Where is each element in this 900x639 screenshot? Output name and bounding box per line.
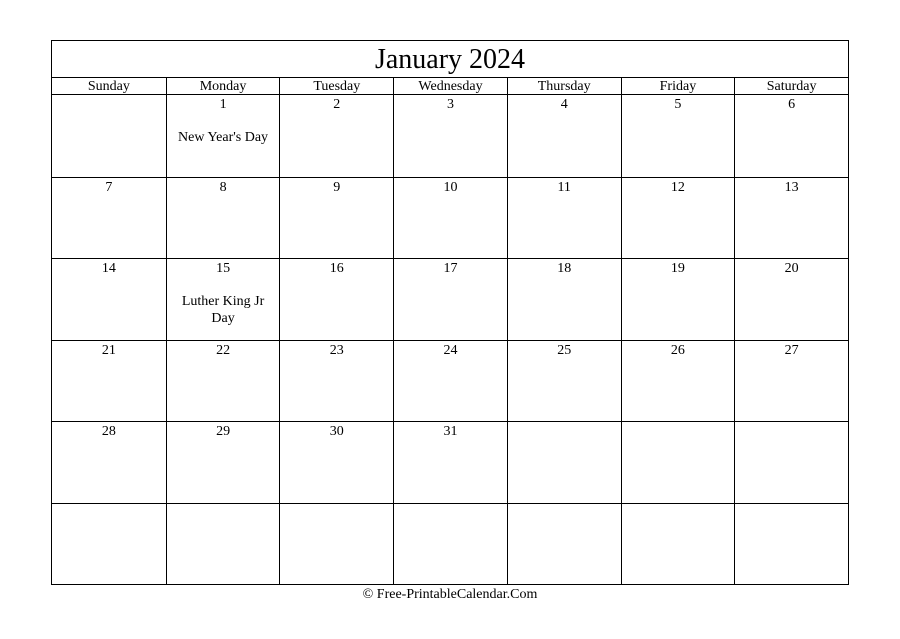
day-grid (52, 95, 848, 584)
day-number (167, 505, 280, 522)
day-number: 13 (784, 179, 799, 195)
day-cell (52, 258, 166, 340)
day-number: 26 (670, 342, 685, 358)
day-number: 29 (216, 424, 231, 439)
day-number: 20 (784, 261, 799, 276)
day-cell (393, 258, 507, 340)
day-number: 11 (557, 179, 571, 195)
day-cell (166, 421, 280, 503)
copyright-footer: © Free-PrintableCalendar.Com (362, 587, 538, 602)
day-cell (52, 95, 166, 177)
day-cell (621, 95, 735, 177)
day-cell (393, 503, 507, 585)
day-number: 8 (219, 179, 227, 195)
day-cell (621, 177, 735, 259)
day-cell (507, 95, 621, 177)
day-number: 2 (333, 97, 341, 112)
day-cell (166, 258, 280, 340)
holiday-label: New Year's Day (178, 130, 269, 145)
day-number: 9 (333, 179, 341, 195)
day-number: 19 (670, 261, 685, 276)
day-cell (166, 340, 280, 422)
day-cell (621, 340, 735, 422)
day-cell (507, 503, 621, 585)
day-number (508, 505, 621, 522)
weekday-header: Tuesday (279, 78, 393, 95)
day-number: 27 (784, 342, 799, 358)
day-number: 7 (105, 179, 113, 195)
day-cell (166, 177, 280, 259)
calendar-title: January 2024 (52, 41, 848, 78)
day-cell (734, 421, 848, 503)
weekday-header: Monday (166, 78, 280, 95)
day-number (508, 423, 621, 440)
day-cell (166, 503, 280, 585)
day-cell (52, 503, 166, 585)
day-cell (507, 258, 621, 340)
day-number (622, 423, 735, 440)
day-number: 22 (216, 342, 231, 358)
day-number (52, 96, 166, 113)
day-number: 24 (443, 342, 458, 358)
day-number: 14 (101, 261, 116, 276)
day-cell (393, 340, 507, 422)
day-cell (621, 503, 735, 585)
day-number: 5 (674, 97, 682, 112)
day-cell (393, 421, 507, 503)
day-cell (52, 340, 166, 422)
day-cell (393, 177, 507, 259)
day-cell (507, 421, 621, 503)
day-cell (279, 177, 393, 259)
day-number (280, 505, 393, 522)
day-cell (279, 258, 393, 340)
day-number: 3 (446, 97, 454, 112)
weekday-header: Saturday (734, 78, 848, 95)
calendar (51, 40, 849, 585)
day-number (735, 505, 848, 522)
day-number: 15 (216, 261, 231, 276)
day-number (735, 423, 848, 440)
day-cell (507, 340, 621, 422)
day-number: 28 (101, 424, 116, 439)
day-number: 31 (443, 424, 458, 439)
day-number (394, 505, 507, 522)
day-number (622, 505, 735, 522)
day-cell (279, 95, 393, 177)
day-number: 23 (329, 342, 344, 358)
day-cell (52, 421, 166, 503)
day-cell (166, 95, 280, 177)
day-cell (621, 421, 735, 503)
day-number: 17 (443, 261, 458, 276)
day-number: 16 (329, 261, 344, 276)
day-cell (279, 340, 393, 422)
day-cell (734, 340, 848, 422)
day-cell (734, 177, 848, 259)
day-cell (621, 258, 735, 340)
day-cell (279, 503, 393, 585)
day-cell (507, 177, 621, 259)
day-number: 12 (670, 179, 685, 195)
weekday-header: Wednesday (393, 78, 507, 95)
day-number: 1 (219, 97, 227, 112)
weekday-header: Thursday (507, 78, 621, 95)
weekday-header: Friday (621, 78, 735, 95)
day-cell (734, 258, 848, 340)
day-cell (52, 177, 166, 259)
day-number: 25 (557, 342, 572, 358)
day-number: 10 (443, 179, 458, 195)
day-cell (734, 95, 848, 177)
holiday-label: Luther King Jr Day (181, 294, 265, 326)
day-number (52, 505, 166, 522)
day-cell (734, 503, 848, 585)
weekday-header: Sunday (87, 79, 130, 94)
day-cell (393, 95, 507, 177)
day-number: 6 (788, 97, 796, 112)
weekday-header-row (52, 78, 848, 95)
day-number: 4 (560, 97, 568, 112)
day-number: 21 (101, 342, 116, 358)
day-number: 18 (557, 261, 572, 276)
day-number: 30 (329, 424, 344, 439)
day-cell (279, 421, 393, 503)
